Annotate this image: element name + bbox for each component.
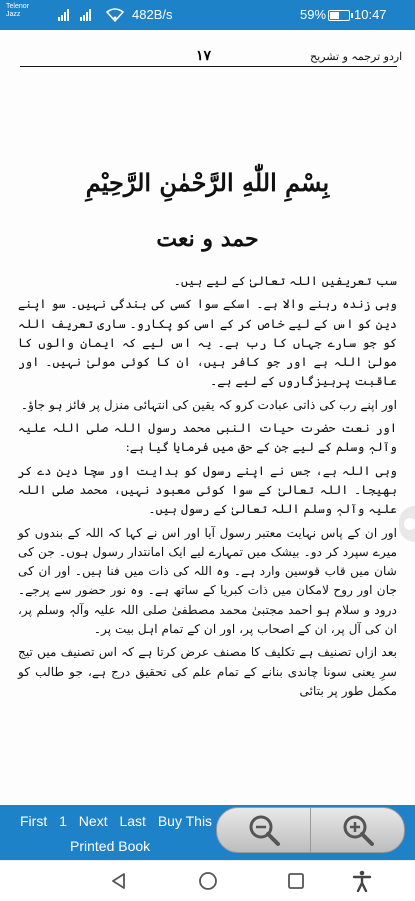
carrier-top: Telenor bbox=[6, 3, 29, 10]
next-page-link[interactable]: Next bbox=[78, 813, 108, 829]
accessibility-button[interactable] bbox=[350, 869, 374, 893]
paragraph: بعد ازاں تصنیف ہے تکلیف کا مصنف عرض کرتا ہے کہ اس تصنیف میں تیج سرِ یعنی سونا چاندی بنانے کے تمام علم کی تحقیق درج ہے، جو طالب کو مکمل طور پر بتائی bbox=[18, 645, 397, 698]
page-navigation bbox=[20, 813, 220, 829]
paragraph: اور ان کے پاس نہایت معتبر رسول آیا اور اس نے کہا کہ اللہ کے بندوں کو میرے سپرد کر دو۔ بیشک میں تمہارے لیے ایک امانتدار رسول ہوں۔ جن کی شان میں قاب قوسین وارد ہے۔ وہ اللہ کی ذات میں فنا ہیں۔ اور ان کی جان اور روح لامکان میں ذات کبریا کے ساتھ ہے۔ وہ نور حضور سے پرجے۔ درود و سلام ہو احمد مجتبیٰ محمد مصطفیٰ صلی اللہ علیہ وآلہٖ وسلم پر، ان کی آل پر، ان کے اصحاب پر، اور ان کے تمام اہل بیت پر۔ bbox=[18, 525, 397, 637]
page-number-link[interactable]: 1 bbox=[59, 813, 67, 829]
buy-book-link[interactable]: Buy This bbox=[157, 813, 213, 829]
magnifier-plus-icon bbox=[341, 813, 375, 847]
running-head: اردو ترجمہ و تشریح bbox=[310, 50, 403, 63]
paragraph: اور اپنے رب کی ذاتی عبادت کرو کہ یقین کی انتہائی منزل پر فائز ہو جاؤ۔ bbox=[20, 397, 397, 412]
back-button[interactable] bbox=[107, 869, 131, 893]
recents-square-icon bbox=[287, 872, 305, 890]
page-body bbox=[18, 272, 397, 705]
network-speed: 482B/s bbox=[132, 7, 173, 22]
recents-button[interactable] bbox=[284, 869, 308, 893]
paragraph: سب تعریفیں اللہ تعالیٰ کے لیے ہیں۔ bbox=[173, 274, 397, 288]
carrier-label bbox=[6, 3, 29, 19]
side-drawer-handle[interactable] bbox=[399, 506, 415, 542]
home-circle-icon bbox=[198, 871, 218, 891]
signal-icon bbox=[80, 9, 91, 21]
section-title: حمد و نعت bbox=[156, 226, 259, 252]
magnifier-minus-icon bbox=[247, 813, 281, 847]
paragraph: وہی زندہ رہنے والا ہے۔ اسکے سوا کسی کی بندگی نہیں۔ سو اپنے دین کو اس کے لیے خاص کر کے اسی کو پکارو۔ ساری تعریف اللہ کو جو سارے جہاں کا رب ہے۔ یہ اس لیے کہ ایمان والوں کا مولیٰ اللہ ہے اور جو کافر ہیں، ان کا کوئی مولیٰ نہیں۔ اور عاقبت پرہیزگاروں کے لیے ہے۔ bbox=[18, 297, 397, 389]
zoom-out-button[interactable] bbox=[216, 807, 311, 853]
back-triangle-icon bbox=[110, 872, 128, 890]
wifi-icon bbox=[106, 8, 124, 22]
zoom-in-button[interactable] bbox=[310, 807, 405, 853]
bottom-toolbar bbox=[0, 805, 415, 860]
printed-book-link[interactable]: Printed Book bbox=[70, 838, 151, 854]
battery-percent: 59% bbox=[300, 7, 327, 22]
system-navigation-bar bbox=[0, 860, 415, 901]
home-button[interactable] bbox=[196, 869, 220, 893]
status-bar bbox=[0, 0, 415, 30]
paragraph: وہی اللہ ہے، جس نے اپنے رسول کو ہدایت اور سچا دین دے کر بھیجا۔ اللہ تعالیٰ کے سوا کوئی معبود نہیں، محمد صلی اللہ علیہ وآلہٖ وسلم اللہ تعالیٰ کے رسول ہیں۔ bbox=[18, 463, 397, 517]
book-page bbox=[0, 30, 415, 805]
accessibility-icon bbox=[352, 870, 372, 892]
last-page-link[interactable]: Last bbox=[119, 813, 146, 829]
page-number: ۱۷ bbox=[196, 48, 212, 64]
signal-icon bbox=[58, 9, 69, 21]
header-rule bbox=[20, 66, 397, 67]
carrier-bottom: Jazz bbox=[6, 11, 21, 18]
battery-icon bbox=[328, 10, 350, 21]
first-page-link[interactable]: First bbox=[20, 813, 48, 829]
bismillah-heading: بِسْمِ اللّٰهِ الرَّحْمٰنِ الرَّحِيْمِ bbox=[85, 168, 330, 197]
paragraph: اور نعت حضرت حیات النبی محمد رسول اللہ صلی اللہ علیہ وآلہٖ وسلم کے لیے جن کے حق میں فرمایا گیا ہے: bbox=[18, 421, 397, 455]
clock: 10:47 bbox=[354, 7, 387, 22]
